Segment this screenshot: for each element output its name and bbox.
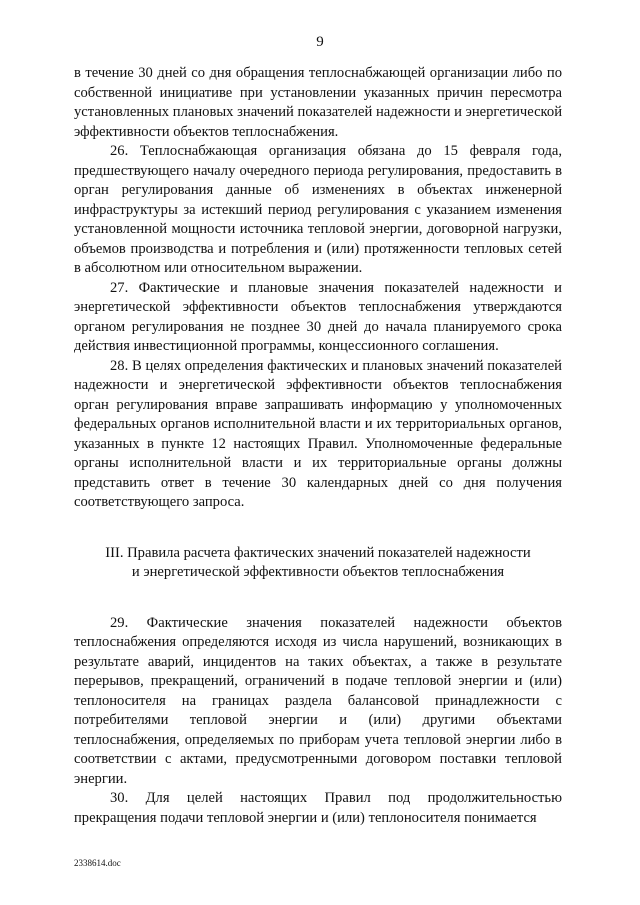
paragraph-26: 26. Теплоснабжающая организация обязана до 15 февраля года, предшествующего началу очередного периода регулирования, предоставить в орган регулирования данные об изменениях в объектах инженерной инфраструктуры за истекший период регулирования с указанием изменения установленной мощности источника тепловой энергии, договорной нагрузки, объемов производства и потребления и (или) протяженности тепловых сетей в абсолютном или относительном выражении. — [74, 143, 562, 276]
footer-document-code: 2338614.doc — [74, 858, 121, 868]
paragraph-29: 29. Фактические значения показателей надежности объектов теплоснабжения определяются исходя из числа нарушений, возникающих в результате аварий, инцидентов на таких объектах, а также в результате перерывов, прекращений, ограничений в подаче тепловой энергии и (или) теплоносителя на границах раздела балансовой принадлежности с потребителями тепловой энергии и (или) другими объектами теплоснабжения, определяемых по приборам учета тепловой энергии либо в соответствии с актами, предусмотренными договором поставки тепловой энергии. — [74, 614, 562, 787]
section-heading-line-2: и энергетической эффективности объектов теплоснабжения — [131, 564, 505, 580]
section-heading-line-1: III. Правила расчета фактических значений показателей надежности — [105, 544, 531, 561]
paragraph-continuation: в течение 30 дней со дня обращения теплоснабжающей организации либо по собственной инициативе при установлении указанных причин пересмотра установленных плановых значений показателей надежности и энергетической эффективности объектов теплоснабжения. — [74, 65, 562, 140]
page-number: 9 — [316, 34, 324, 50]
document-body — [74, 64, 562, 828]
paragraph-27: 27. Фактические и плановые значения показателей надежности и энергетической эффективности объектов теплоснабжения утверждаются органом регулирования не позднее 30 дней до начала планируемого срока действия инвестиционной программы, концессионного соглашения. — [74, 279, 562, 354]
paragraph-28: 28. В целях определения фактических и плановых значений показателей надежности и энергетической эффективности объектов теплоснабжения орган регулирования вправе запрашивать информацию у уполномоченных федеральных органов исполнительной власти и их территориальных органов, указанных в пункте 12 настоящих Правил. Уполномоченные федеральные органы исполнительной власти и их территориальные органы должны представить ответ в течение 30 календарных дней со дня получения соответствующего запроса. — [74, 357, 562, 510]
paragraph-30: 30. Для целей настоящих Правил под продолжительностью прекращения подачи тепловой энергии и (или) теплоносителя понимается — [74, 790, 562, 826]
section-heading — [74, 544, 562, 583]
